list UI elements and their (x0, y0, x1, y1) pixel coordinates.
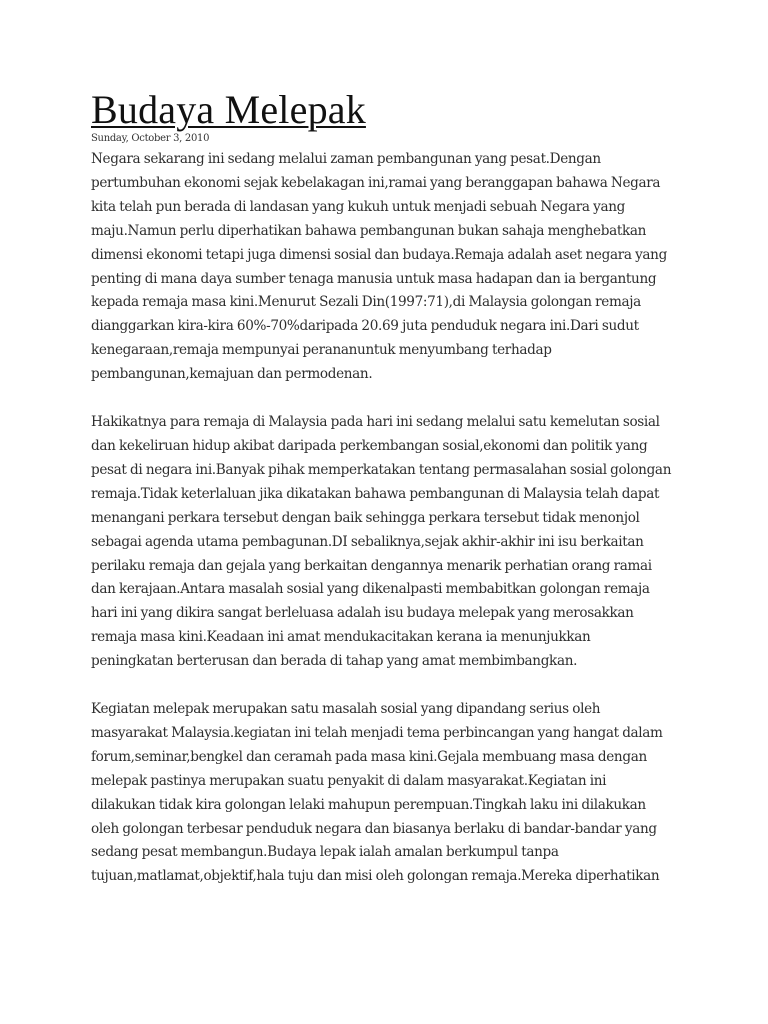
post-date: Sunday, October 3, 2010 (91, 133, 210, 144)
text-line: menangani perkara tersebut dengan baik sehingga perkara tersebut tidak menonjol (91, 509, 640, 526)
text-line: melepak pastinya merupakan suatu penyakit di dalam masyarakat.Kegiatan ini (91, 772, 607, 789)
text-line: sedang pesat membangun.Budaya lepak ialah amalan berkumpul tanpa (91, 844, 559, 861)
text-line: perilaku remaja dan gejala yang berkaitan dengannya menarik perhatian orang ramai (91, 557, 652, 574)
text-line: remaja.Tidak keterlaluan jika dikatakan bahawa pembangunan di Malaysia telah dapat (91, 485, 660, 502)
text-line: dianggarkan kira-kira 60%-70%daripada 20.69 juta penduduk negara ini.Dari sudut (91, 318, 639, 335)
paragraph-1 (91, 148, 731, 387)
text-line: maju.Namun perlu diperhatikan bahawa pembangunan bukan sahaja menghebatkan (91, 222, 646, 239)
text-line: Negara sekarang ini sedang melalui zaman pembangunan yang pesat.Dengan (91, 151, 601, 167)
text-line: remaja masa kini.Keadaan ini amat mendukacitakan kerana ia menunjukkan (91, 629, 591, 646)
text-line: dan kekeliruan hidup akibat daripada perkembangan sosial,ekonomi dan politik yang (91, 437, 648, 454)
text-line: sebagai agenda utama pembagunan.DI sebaliknya,sejak akhir-akhir ini isu berkaitan (91, 533, 644, 550)
post-title: Budaya Melepak (91, 87, 366, 132)
text-line: masyarakat Malaysia.kegiatan ini telah menjadi tema perbincangan yang hangat dalam (91, 724, 663, 741)
text-line: hari ini yang dikira sangat berleluasa adalah isu budaya melepak yang merosakkan (91, 605, 634, 622)
text-line: dimensi ekonomi tetapi juga dimensi sosial dan budaya.Remaja adalah aset negara yang (91, 246, 667, 263)
text-line: oleh golongan terbesar penduduk negara dan biasanya berlaku di bandar-bandar yang (91, 820, 657, 837)
text-line: pembangunan,kemajuan dan permodenan. (91, 366, 373, 383)
text-line: peningkatan berterusan dan berada di tahap yang amat membimbangkan. (91, 653, 578, 670)
text-line: forum,seminar,bengkel dan ceramah pada masa kini.Gejala membuang masa dengan (91, 748, 647, 765)
text-line: penting di mana daya sumber tenaga manusia untuk masa hadapan dan ia bergantung (91, 270, 657, 287)
text-line: dilakukan tidak kira golongan lelaki mahupun perempuan.Tingkah laku ini dilakukan (91, 796, 646, 813)
paragraph-2 (91, 411, 731, 674)
text-line: Kegiatan melepak merupakan satu masalah sosial yang dipandang serius oleh (91, 701, 601, 718)
paragraph-3 (91, 698, 731, 889)
text-line: kenegaraan,remaja mempunyai perananuntuk menyumbang terhadap (91, 342, 552, 359)
text-line: pertumbuhan ekonomi sejak kebelakagan ini,ramai yang beranggapan bahawa Negara (91, 174, 661, 191)
text-line: Hakikatnya para remaja di Malaysia pada hari ini sedang melalui satu kemelutan sosial (91, 414, 660, 431)
text-line: tujuan,matlamat,objektif,hala tuju dan misi oleh golongan remaja.Mereka diperhatikan (91, 868, 660, 885)
text-line: dan kerajaan.Antara masalah sosial yang dikenalpasti membabitkan golongan remaja (91, 581, 650, 598)
text-line: kepada remaja masa kini.Menurut Sezali Din(1997:71),di Malaysia golongan remaja (91, 294, 641, 311)
document-page (91, 88, 731, 889)
text-line: kita telah pun berada di landasan yang kukuh untuk menjadi sebuah Negara yang (91, 198, 625, 215)
text-line: pesat di negara ini.Banyak pihak memperkatakan tentang permasalahan sosial golongan (91, 461, 672, 478)
